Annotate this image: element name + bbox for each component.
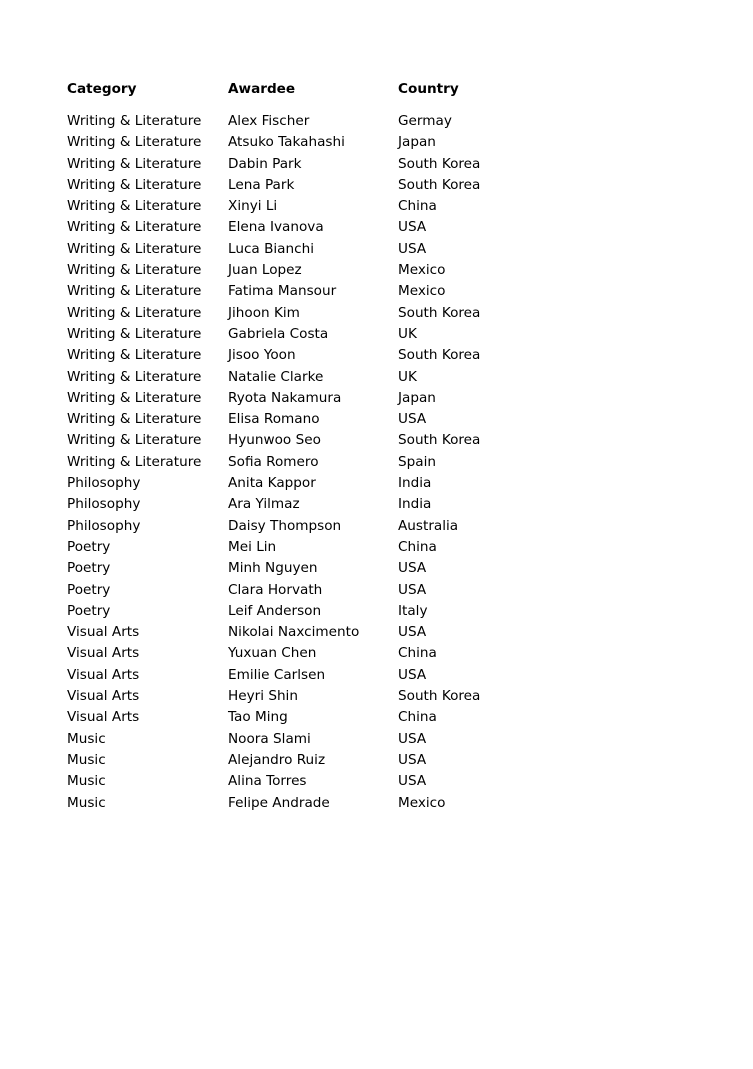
cell-awardee: Heyri Shin [228, 688, 298, 705]
table-row [67, 537, 547, 558]
cell-category: Writing & Literature [67, 134, 202, 151]
cell-awardee: Leif Anderson [228, 602, 322, 619]
table-row [67, 345, 547, 366]
cell-awardee: Juan Lopez [228, 262, 302, 279]
cell-country: China [398, 645, 437, 662]
table-row [67, 558, 547, 579]
table-row [67, 239, 547, 260]
awardee-table [67, 79, 547, 814]
table-row [67, 409, 547, 430]
table-row [67, 430, 547, 451]
cell-category: Writing & Literature [67, 325, 202, 342]
table-row [67, 111, 547, 132]
cell-category: Visual Arts [67, 624, 140, 641]
cell-country: USA [398, 219, 427, 236]
cell-category: Writing & Literature [67, 262, 202, 279]
cell-awardee: Jihoon Kim [228, 304, 300, 321]
cell-category: Visual Arts [67, 645, 140, 662]
cell-awardee: Elisa Romano [228, 411, 320, 428]
cell-category: Philosophy [67, 475, 141, 492]
cell-country: USA [398, 560, 427, 577]
cell-category: Visual Arts [67, 709, 140, 726]
cell-awardee: Hyunwoo Seo [228, 432, 321, 449]
cell-awardee: Clara Horvath [228, 581, 323, 598]
cell-category: Writing & Literature [67, 176, 202, 193]
table-row [67, 281, 547, 302]
cell-category: Writing & Literature [67, 411, 202, 428]
cell-category: Writing & Literature [67, 368, 202, 385]
cell-category: Poetry [67, 602, 111, 619]
cell-country: India [398, 475, 432, 492]
cell-awardee: Xinyi Li [228, 198, 278, 215]
cell-country: Mexico [398, 794, 446, 811]
cell-awardee: Jisoo Yoon [228, 347, 296, 364]
table-row [67, 132, 547, 153]
table-row [67, 196, 547, 217]
table-row [67, 601, 547, 622]
table-row [67, 643, 547, 664]
table-row [67, 303, 547, 324]
cell-category: Writing & Literature [67, 304, 202, 321]
table-body [67, 111, 547, 814]
cell-country: India [398, 496, 432, 513]
cell-awardee: Gabriela Costa [228, 325, 329, 342]
table-row [67, 473, 547, 494]
cell-country: Mexico [398, 262, 446, 279]
cell-category: Writing & Literature [67, 240, 202, 257]
cell-category: Visual Arts [67, 688, 140, 705]
table-row [67, 771, 547, 792]
cell-category: Philosophy [67, 517, 141, 534]
table-row [67, 793, 547, 814]
cell-category: Writing & Literature [67, 347, 202, 364]
cell-country: USA [398, 581, 427, 598]
cell-country: South Korea [398, 155, 481, 172]
cell-category: Music [67, 730, 106, 747]
table-row [67, 516, 547, 537]
header-country: Country [398, 81, 459, 97]
cell-awardee: Nikolai Naxcimento [228, 624, 360, 641]
cell-awardee: Dabin Park [228, 155, 302, 172]
cell-country: South Korea [398, 304, 481, 321]
cell-category: Philosophy [67, 496, 141, 513]
cell-awardee: Mei Lin [228, 538, 277, 555]
cell-country: South Korea [398, 688, 481, 705]
cell-category: Music [67, 794, 106, 811]
cell-awardee: Lena Park [228, 176, 295, 193]
cell-country: USA [398, 240, 427, 257]
cell-category: Music [67, 773, 106, 790]
cell-country: South Korea [398, 432, 481, 449]
cell-country: China [398, 198, 437, 215]
table-row [67, 580, 547, 601]
cell-category: Writing & Literature [67, 432, 202, 449]
cell-country: USA [398, 751, 427, 768]
table-row [67, 217, 547, 238]
cell-awardee: Ara Yilmaz [228, 496, 300, 513]
table-row [67, 665, 547, 686]
header-awardee: Awardee [228, 81, 296, 97]
cell-country: China [398, 538, 437, 555]
cell-category: Writing & Literature [67, 389, 202, 406]
table-row [67, 686, 547, 707]
cell-awardee: Fatima Mansour [228, 283, 337, 300]
cell-country: Australia [398, 517, 459, 534]
table-row [67, 367, 547, 388]
table-row [67, 494, 547, 515]
cell-country: Japan [398, 134, 436, 151]
cell-category: Music [67, 751, 106, 768]
cell-awardee: Natalie Clarke [228, 368, 324, 385]
cell-awardee: Tao Ming [228, 709, 288, 726]
cell-category: Poetry [67, 581, 111, 598]
cell-awardee: Daisy Thompson [228, 517, 342, 534]
table-row [67, 154, 547, 175]
table-row [67, 729, 547, 750]
cell-awardee: Emilie Carlsen [228, 666, 326, 683]
table-row [67, 452, 547, 473]
cell-country: Italy [398, 602, 428, 619]
cell-country: USA [398, 666, 427, 683]
cell-awardee: Ryota Nakamura [228, 389, 342, 406]
cell-category: Writing & Literature [67, 113, 202, 129]
cell-awardee: Noora Slami [228, 730, 311, 747]
cell-awardee: Minh Nguyen [228, 560, 318, 577]
cell-country: USA [398, 411, 427, 428]
table-row [67, 175, 547, 196]
cell-country: South Korea [398, 176, 481, 193]
cell-awardee: Alex Fischer [228, 113, 310, 129]
table-row [67, 750, 547, 771]
cell-country: Spain [398, 453, 436, 470]
cell-awardee: Atsuko Takahashi [228, 134, 345, 151]
table-header-row [67, 79, 547, 99]
cell-category: Poetry [67, 538, 111, 555]
table-row [67, 260, 547, 281]
cell-category: Writing & Literature [67, 219, 202, 236]
cell-category: Visual Arts [67, 666, 140, 683]
cell-country: Japan [398, 389, 436, 406]
cell-category: Writing & Literature [67, 453, 202, 470]
cell-awardee: Anita Kappor [228, 475, 316, 492]
table-row [67, 388, 547, 409]
cell-awardee: Yuxuan Chen [228, 645, 317, 662]
cell-country: Mexico [398, 283, 446, 300]
cell-awardee: Alejandro Ruiz [228, 751, 326, 768]
table-row [67, 622, 547, 643]
cell-country: USA [398, 624, 427, 641]
cell-country: USA [398, 730, 427, 747]
cell-awardee: Elena Ivanova [228, 219, 324, 236]
table-row [67, 707, 547, 728]
cell-awardee: Alina Torres [228, 773, 307, 790]
cell-country: UK [398, 325, 417, 342]
cell-category: Writing & Literature [67, 198, 202, 215]
cell-awardee: Luca Bianchi [228, 240, 314, 257]
cell-country: Germay [398, 113, 452, 129]
cell-country: South Korea [398, 347, 481, 364]
cell-country: UK [398, 368, 417, 385]
cell-awardee: Sofia Romero [228, 453, 319, 470]
cell-category: Poetry [67, 560, 111, 577]
cell-awardee: Felipe Andrade [228, 794, 330, 811]
cell-country: China [398, 709, 437, 726]
cell-category: Writing & Literature [67, 155, 202, 172]
cell-category: Writing & Literature [67, 283, 202, 300]
cell-country: USA [398, 773, 427, 790]
header-category: Category [67, 81, 137, 97]
table-row [67, 324, 547, 345]
